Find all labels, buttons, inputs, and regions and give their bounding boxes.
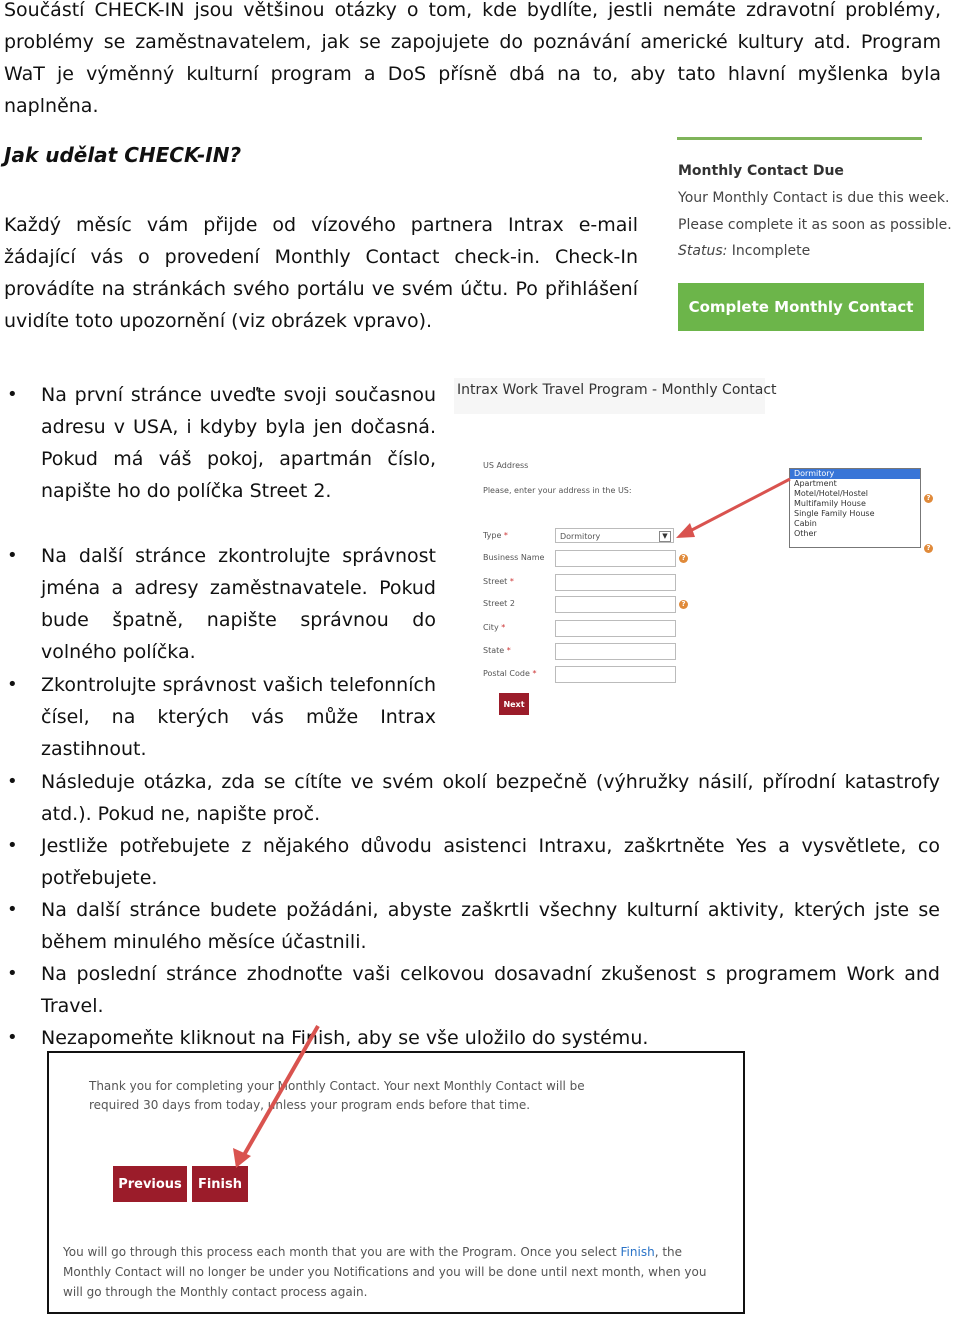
chevron-down-icon: ▼ — [659, 531, 671, 542]
card-line-2: Please complete it as soon as possible. — [678, 217, 952, 233]
form-title: Intrax Work Travel Program - Monthly Contact — [457, 382, 777, 398]
help-icon[interactable]: ? — [924, 494, 933, 503]
finish-info-text: You will go through this process each month that you are with the Program. Once you select Finish, the Monthly Contact will no longer be under you Notifications and you will be done until next month, when you will go through the Monthly contact process again. — [63, 1245, 707, 1299]
finish-button[interactable]: Finish — [192, 1166, 248, 1202]
dropdown-option[interactable]: Other — [794, 529, 817, 538]
help-icon[interactable]: ? — [924, 544, 933, 553]
list-item: • Na další stránce budete požádáni, abyste zaškrtli všechny kulturní aktivity, kterých jste se během minulého měsíce účastnili. — [4, 894, 940, 958]
business-name-label: Business Name — [483, 553, 545, 562]
street2-label: Street 2 — [483, 599, 515, 608]
dropdown-option[interactable]: Multifamily House — [794, 499, 866, 508]
help-icon[interactable]: ? — [679, 554, 688, 563]
previous-button[interactable]: Previous — [113, 1166, 187, 1202]
list-item: • Nezapomeňte kliknout na Finish, aby se vše uložilo do systému. — [4, 1022, 940, 1054]
city-label: City * — [483, 623, 506, 632]
card-line-1: Your Monthly Contact is due this week. — [678, 190, 950, 206]
arrow-to-type-select — [688, 479, 790, 532]
required-mark: * — [503, 531, 508, 540]
list-item: • Následuje otázka, zda se cítíte ve svém okolí bezpečně (výhružky násilí, přírodní katastrofy atd.). Pokud ne, napište proč. — [4, 766, 940, 830]
intro-paragraph: Součástí CHECK-IN jsou většinou otázky o tom, kde bydlíte, jestli nemáte zdravotní problémy, problémy se zaměstnavatelem, jak se zapojujete do poznávání americké kultury atd. Program WaT je výměnný kulturní program a DoS přísně dbá na to, aby tato hlavní myšlenka byla naplněna. — [4, 0, 941, 117]
form-section-label: US Address — [483, 461, 529, 470]
type-select-value: Dormitory — [560, 532, 601, 541]
list-item: • Na další stránce zkontrolujte správnost jména a adresy zaměstnavatele. Pokud bude špatně, napište správnou do volného políčka. — [4, 540, 436, 668]
required-mark: * — [509, 577, 514, 586]
dropdown-option[interactable]: Dormitory — [790, 469, 920, 479]
finish-highlight: Finish — [620, 1245, 655, 1259]
dropdown-option[interactable]: Single Family House — [794, 509, 875, 518]
postal-code-label: Postal Code * — [483, 669, 537, 678]
form-instruction: Please, enter your address in the US: — [483, 486, 632, 495]
dropdown-option[interactable]: Cabin — [794, 519, 817, 528]
list-item: • Zkontrolujte správnost vašich telefonních čísel, na kterých vás může Intrax zastihnout. — [4, 669, 436, 765]
list-item: • Na první stránce uveďte svoji současnou adresu v USA, i kdyby byla jen dočasná. Pokud má váš pokoj, apartmán číslo, napište ho do políčka Street 2. — [4, 379, 436, 507]
required-mark: * — [501, 623, 506, 632]
required-mark: * — [506, 646, 511, 655]
arrow-to-finish-button — [244, 1026, 318, 1155]
status-label: Status: — [678, 243, 728, 259]
section-heading: Jak udělat CHECK-IN? — [4, 143, 242, 167]
status-value: Incomplete — [731, 243, 811, 259]
help-icon[interactable]: ? — [679, 600, 688, 609]
list-item: • Jestliže potřebujete z nějakého důvodu asistenci Intraxu, zaškrtněte Yes a vysvětlete, co potřebujete. — [4, 830, 940, 894]
dropdown-option[interactable]: Motel/Hotel/Hostel — [794, 489, 869, 498]
card-title: Monthly Contact Due — [678, 163, 844, 179]
next-button[interactable]: Next — [499, 693, 529, 715]
street-label: Street * — [483, 577, 514, 586]
required-mark: * — [532, 669, 537, 678]
finish-thank-you-text: Thank you for completing your Monthly Contact. Your next Monthly Contact will be required 30 days from today, unless your program ends before that time. — [89, 1079, 585, 1112]
type-label: Type * — [483, 531, 508, 540]
list-item: • Na poslední stránce zhodnoťte vaši celkovou dosavadní zkušenost s programem Work and Travel. — [4, 958, 940, 1022]
complete-monthly-contact-button[interactable]: Complete Monthly Contact — [678, 283, 924, 331]
instruction-paragraph: Každý měsíc vám přijde od vízového partnera Intrax e-mail žádající vás o provedení Monthly Contact check-in. Check-In provádíte na stránkách svého portálu ve svém účtu. Po přihlášení uvidíte toto upozornění (viz obrázek vpravo). — [4, 214, 638, 332]
dropdown-option[interactable]: Apartment — [794, 479, 837, 488]
arrowhead-icon — [676, 523, 695, 538]
state-label: State * — [483, 646, 511, 655]
